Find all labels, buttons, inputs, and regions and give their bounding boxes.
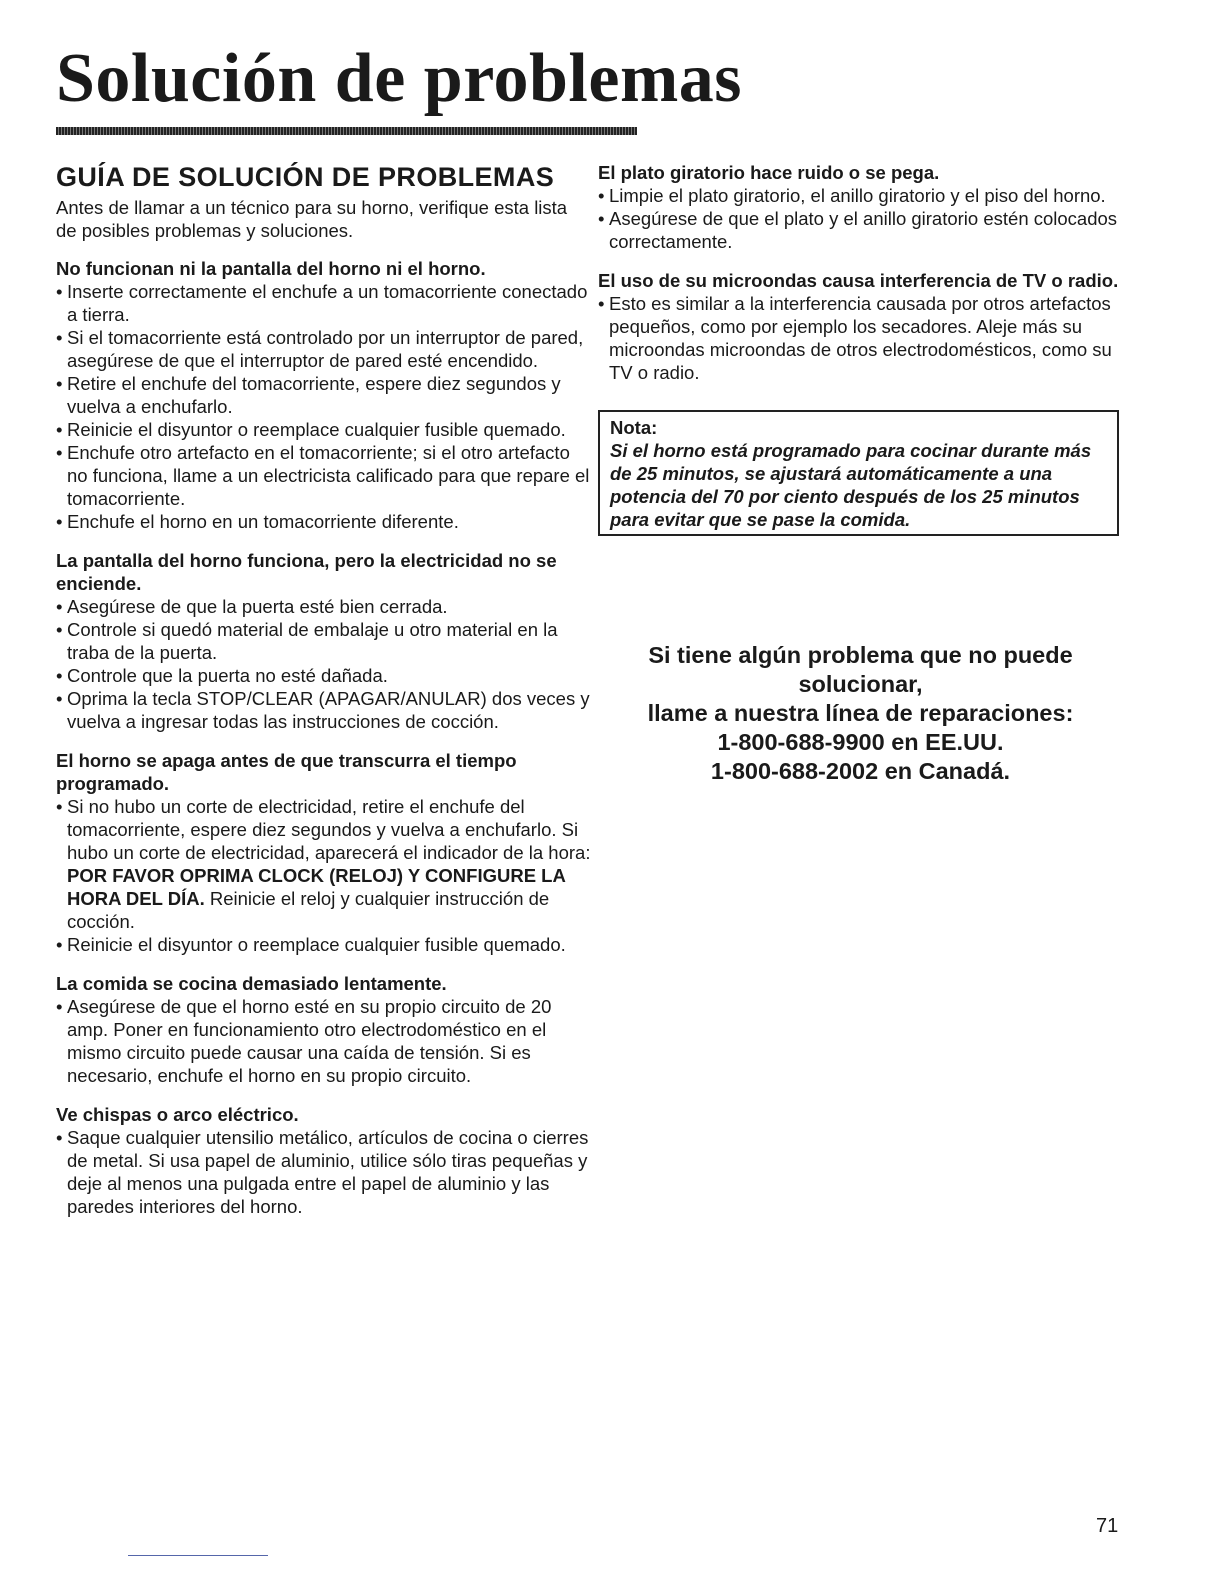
topic-interferencia [598,269,1123,384]
left-column [56,162,591,1234]
intro-text: Antes de llamar a un técnico para su horno, verifique esta lista de posibles problemas y soluciones. [56,197,568,241]
bullet-text: Oprima la tecla STOP/CLEAR (APAGAR/ANULAR) dos veces y vuelva a ingresar todas las instrucciones de cocción. [67,688,590,732]
page-number: 71 [1096,1515,1119,1537]
bullet-list [56,795,591,956]
bullet-list [56,995,591,1087]
phone-canada: 1-800-688-2002 en Canadá. [710,758,1011,784]
bullet-text: Esto es similar a la interferencia causada por otros artefactos pequeños, como por ejemplo los secadores. Aleje más su microondas microondas de otros electrodomésticos, como su TV o radio. [609,293,1112,383]
list-item [598,184,1123,207]
callout-line-1: Si tiene algún problema que no puede [648,642,1073,668]
page-title: Solución de problemas [56,40,742,117]
list-item [56,1126,591,1218]
bullet-text: Inserte correctamente el enchufe a un tomacorriente conectado a tierra. [67,281,588,325]
bullet-list [56,280,591,533]
topic-heading: El uso de su microondas causa interferencia de TV o radio. [598,270,1119,291]
bullet-list [598,292,1123,384]
footer-rule [128,1555,268,1556]
bullet-mark: • [598,185,605,206]
list-item [56,795,591,933]
list-item [56,687,591,733]
bullet-mark: • [56,442,63,463]
bullet-text: Retire el enchufe del tomacorriente, espere diez segundos y vuelva a enchufarlo. [67,373,561,417]
bullet-mark: • [56,419,63,440]
bullet-mark: • [56,796,63,817]
bullet-text-continued: Reinicie el reloj y cualquier instrucción de cocción. [67,888,550,932]
topic-heading: La pantalla del horno funciona, pero la electricidad no se enciende. [56,550,557,594]
callout-line-3: llame a nuestra línea de reparaciones: [647,700,1074,726]
section-heading: GUÍA DE SOLUCIÓN DE PROBLEMAS [56,162,555,192]
service-callout [598,641,1123,786]
note-label: Nota: [610,417,658,438]
bullet-mark: • [56,596,63,617]
bullet-text: Enchufe el horno en un tomacorriente diferente. [67,511,459,532]
list-item [56,664,591,687]
list-item [56,618,591,664]
topic-horno-se-apaga [56,749,591,956]
bullet-text: Reinicie el disyuntor o reemplace cualquier fusible quemado. [67,419,566,440]
bullet-mark: • [56,996,63,1017]
list-item [56,995,591,1087]
topic-pantalla-funciona [56,549,591,733]
bullet-mark: • [598,208,605,229]
note-box [598,410,1119,536]
topic-cocina-lentamente [56,972,591,1087]
bullet-text: Saque cualquier utensilio metálico, artículos de cocina o cierres de metal. Si usa papel de aluminio, utilice sólo tiras pequeñas y deje al menos una pulgada entre el papel de aluminio y las paredes interiores del horno. [67,1127,589,1217]
bullet-text: Controle que la puerta no esté dañada. [67,665,388,686]
bullet-mark: • [56,373,63,394]
clock-instruction-emphasis: POR FAVOR OPRIMA CLOCK (RELOJ) Y CONFIGURE LA HORA DEL DÍA. [67,865,566,909]
bullet-list [598,184,1123,253]
title-underline [56,127,637,135]
phone-us: 1-800-688-9900 en EE.UU. [717,729,1004,755]
topic-no-funcionan [56,257,591,533]
topic-plato-giratorio [598,161,1123,253]
bullet-mark: • [56,327,63,348]
topic-heading: El horno se apaga antes de que transcurra el tiempo programado. [56,750,517,794]
topic-heading: No funcionan ni la pantalla del horno ni el horno. [56,258,486,279]
list-item [598,207,1123,253]
bullet-text: Enchufe otro artefacto en el tomacorriente; si el otro artefacto no funciona, llame a un electricista calificado para que repare el tomacorriente. [67,442,590,509]
bullet-text: Controle si quedó material de embalaje u otro material en la traba de la puerta. [67,619,558,663]
bullet-mark: • [56,934,63,955]
list-item [56,510,591,533]
list-item [56,326,591,372]
right-column [598,161,1123,536]
bullet-text: Reinicie el disyuntor o reemplace cualquier fusible quemado. [67,934,566,955]
list-item [56,595,591,618]
topic-heading: Ve chispas o arco eléctrico. [56,1104,299,1125]
bullet-list [56,595,591,733]
list-item [598,292,1123,384]
bullet-text: Si no hubo un corte de electricidad, retire el enchufe del tomacorriente, espere diez segundos y vuelva a enchufarlo. Si hubo un corte de electricidad, aparecerá el indicador de la hora: [67,796,591,863]
bullet-mark: • [56,1127,63,1148]
bullet-mark: • [598,293,605,314]
callout-line-2: solucionar, [798,671,923,697]
bullet-mark: • [56,665,63,686]
list-item [56,372,591,418]
list-item [56,280,591,326]
list-item [56,441,591,510]
note-text: Si el horno está programado para cocinar durante más de 25 minutos, se ajustará automáticamente a una potencia del 70 por ciento después de los 25 minutos para evitar que se pase la comida. [610,440,1092,530]
topic-heading: La comida se cocina demasiado lentamente. [56,973,447,994]
bullet-mark: • [56,281,63,302]
bullet-text: Asegúrese de que el horno esté en su propio circuito de 20 amp. Poner en funcionamiento otro electrodoméstico en el mismo circuito puede causar una caída de tensión. Si es necesario, enchufe el horno en su propio circuito. [67,996,552,1086]
bullet-text: Asegúrese de que el plato y el anillo giratorio estén colocados correctamente. [609,208,1118,252]
list-item [56,933,591,956]
bullet-mark: • [56,619,63,640]
bullet-list [56,1126,591,1218]
list-item [56,418,591,441]
bullet-text: Asegúrese de que la puerta esté bien cerrada. [67,596,448,617]
topic-heading: El plato giratorio hace ruido o se pega. [598,162,940,183]
bullet-text: Limpie el plato giratorio, el anillo giratorio y el piso del horno. [609,185,1106,206]
bullet-mark: • [56,511,63,532]
topic-chispas [56,1103,591,1218]
bullet-mark: • [56,688,63,709]
bullet-text: Si el tomacorriente está controlado por un interruptor de pared, asegúrese de que el interruptor de pared esté encendido. [67,327,584,371]
